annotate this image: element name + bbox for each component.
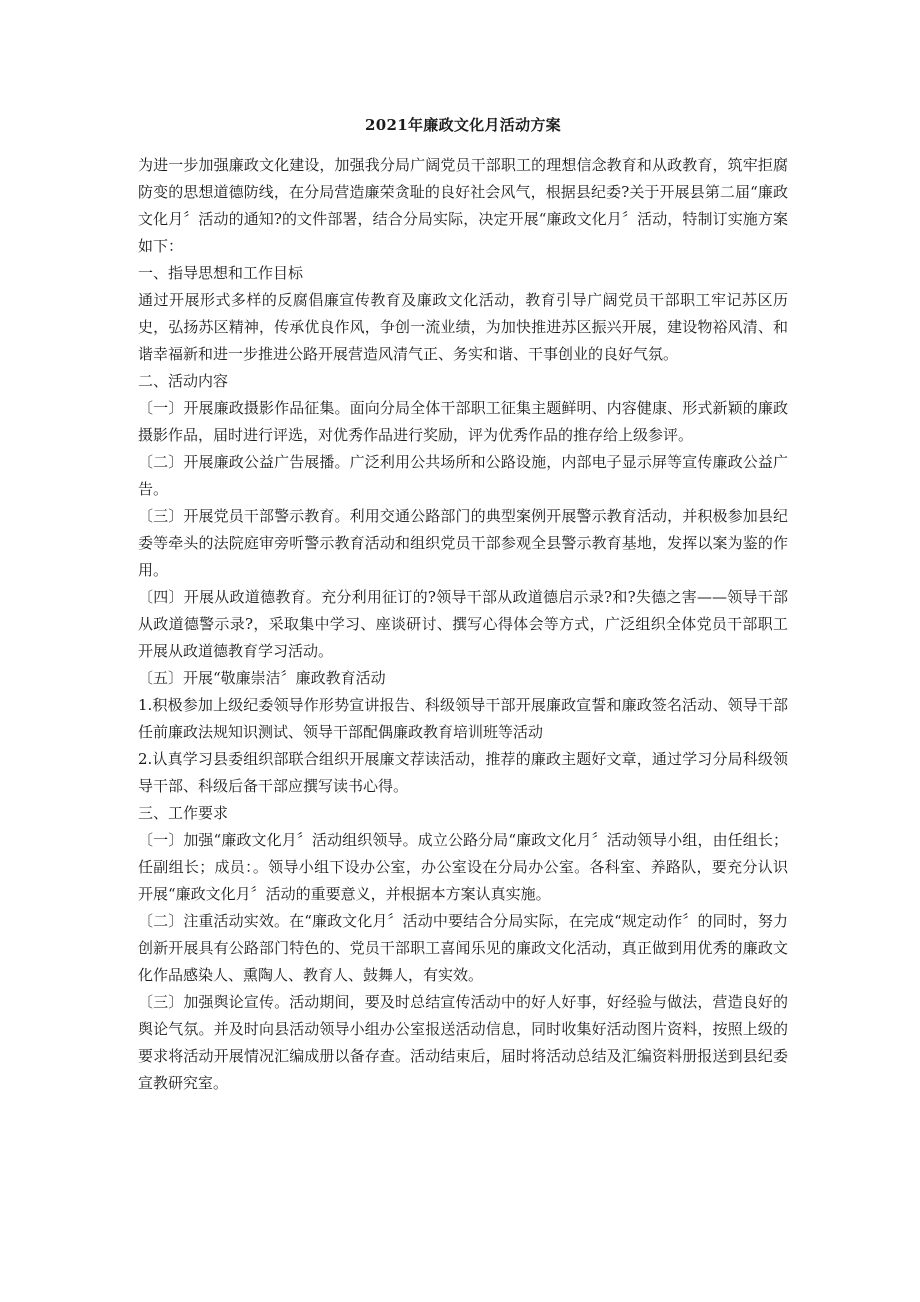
document-title: 2021年廉政文化月活动方案 <box>365 116 561 134</box>
body-paragraph: 通过开展形式多样的反腐倡廉宣传教育及廉政文化活动，教育引导广阔党员干部职工牢记苏区历史，弘扬苏区精神，传承优良作风，争创一流业绩，为加快推进苏区振兴开展，建设物裕风清、和谐幸福新和进一步推进公路开展营造风清气正、务实和谐、干事创业的良好气氛。 <box>138 291 788 363</box>
body-paragraph: 〔三〕加强舆论宣传。活动期间，要及时总结宣传活动中的好人好事，好经验与做法，营造良好的舆论气氛。并及时向县活动领导小组办公室报送活动信息，同时收集好活动图片资料，按照上级的要求将活动开展情况汇编成册以备存查。活动结束后，届时将活动总结及汇编资料册报送到县纪委宣教研究室。 <box>138 993 788 1092</box>
list-item: 1.积极参加上级纪委领导作形势宣讲报告、科级领导干部开展廉政宣誓和廉政签名活动、领导干部任前廉政法规知识测试、领导干部配偶廉政教育培训班等活动 <box>138 696 788 741</box>
intro-paragraph: 为进一步加强廉政文化建设，加强我分局广阔党员干部职工的理想信念教育和从政教育，筑牢拒腐防变的思想道德防线，在分局营造廉荣贪耻的良好社会风气，根据县纪委?关于开展县第二届“廉政文化月〞活动的通知?的文件部署，结合分局实际，决定开展“廉政文化月〞活动，特制订实施方案如下： <box>138 156 788 255</box>
list-item: 2.认真学习县委组织部联合组织开展廉文荐读活动，推荐的廉政主题好文章，通过学习分局科级领导干部、科级后备干部应撰写读书心得。 <box>138 750 788 795</box>
section-heading-3: 三、工作要求 <box>138 804 229 822</box>
body-paragraph: 〔二〕开展廉政公益广告展播。广泛利用公共场所和公路设施，内部电子显示屏等宣传廉政公益广告。 <box>138 453 788 498</box>
section-heading-1: 一、指导思想和工作目标 <box>138 264 304 282</box>
body-paragraph: 〔三〕开展党员干部警示教育。利用交通公路部门的典型案例开展警示教育活动，并积极参加县纪委等牵头的法院庭审旁听警示教育活动和组织党员干部参观全县警示教育基地，发挥以案为鉴的作用。 <box>138 507 788 579</box>
body-paragraph: 〔一〕加强“廉政文化月〞活动组织领导。成立公路分局“廉政文化月〞活动领导小组，由任组长；任副组长；成员：。领导小组下设办公室，办公室设在分局办公室。各科室、养路队，要充分认识开展“廉政文化月〞活动的重要意义，并根据本方案认真实施。 <box>138 831 788 903</box>
body-paragraph: 〔二〕注重活动实效。在“廉政文化月〞活动中要结合分局实际，在完成“规定动作〞的同时，努力创新开展具有公路部门特色的、党员干部职工喜闻乐见的廉政文化活动，真正做到用优秀的廉政文化作品感染人、熏陶人、教育人、鼓舞人，有实效。 <box>138 912 788 984</box>
body-paragraph: 〔五〕开展“敬廉崇洁〞廉政教育活动 <box>138 669 386 687</box>
body-paragraph: 〔四〕开展从政道德教育。充分利用征订的?领导干部从政道德启示录?和?失德之害——领导干部从政道德警示录?，采取集中学习、座谈研讨、撰写心得体会等方式，广泛组织全体党员干部职工开展从政道德教育学习活动。 <box>138 588 788 660</box>
body-paragraph: 〔一〕开展廉政摄影作品征集。面向分局全体干部职工征集主题鲜明、内容健康、形式新颖的廉政摄影作品，届时进行评选，对优秀作品进行奖励，评为优秀作品的推存给上级参评。 <box>138 399 788 444</box>
section-heading-2: 二、活动内容 <box>138 372 229 390</box>
document-page <box>138 112 788 1097</box>
